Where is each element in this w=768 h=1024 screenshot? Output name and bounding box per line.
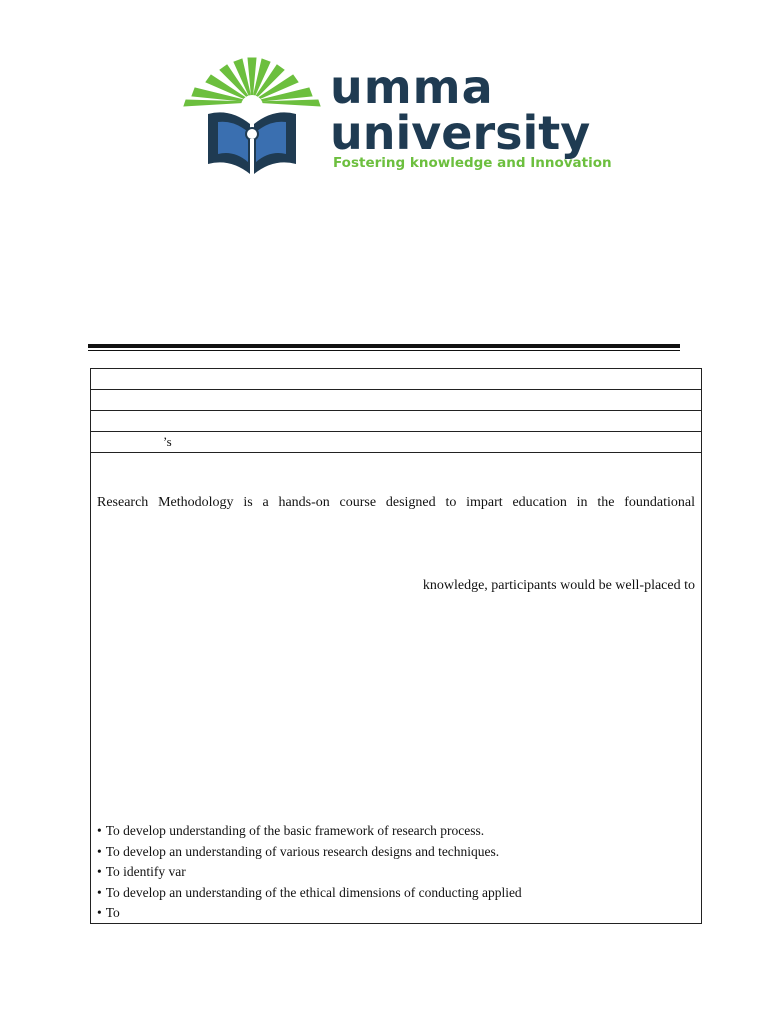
logo-word-university: university (330, 106, 591, 160)
course-description-paragraph: Research Methodology is a hands-on course designed to impart education in the foundational (97, 495, 695, 510)
university-logo (182, 50, 627, 180)
course-objectives-list (97, 821, 522, 924)
course-outline-table (90, 368, 702, 924)
table-row (91, 390, 701, 411)
logo-tagline: Fostering knowledge and Innovation (333, 155, 612, 171)
row-fragment-text: ’s (163, 434, 172, 449)
list-item: • To develop understanding of the basic framework of research process. (97, 821, 522, 842)
list-item: • To develop an understanding of various research designs and techniques. (97, 842, 522, 863)
table-row (91, 432, 701, 453)
table-row (91, 369, 701, 390)
course-description-cell (91, 453, 701, 923)
book-and-leaves-emblem-icon (182, 50, 322, 180)
table-row (91, 411, 701, 432)
list-item: • To (97, 903, 522, 924)
logo-word-umma: umma (330, 60, 494, 114)
course-description-fragment: knowledge, participants would be well-placed to (422, 578, 695, 593)
title-rule-thin (88, 350, 680, 351)
list-item: • To identify var (97, 862, 522, 883)
list-item: • To develop an understanding of the ethical dimensions of conducting applied (97, 883, 522, 904)
title-rule-thick (88, 344, 680, 348)
